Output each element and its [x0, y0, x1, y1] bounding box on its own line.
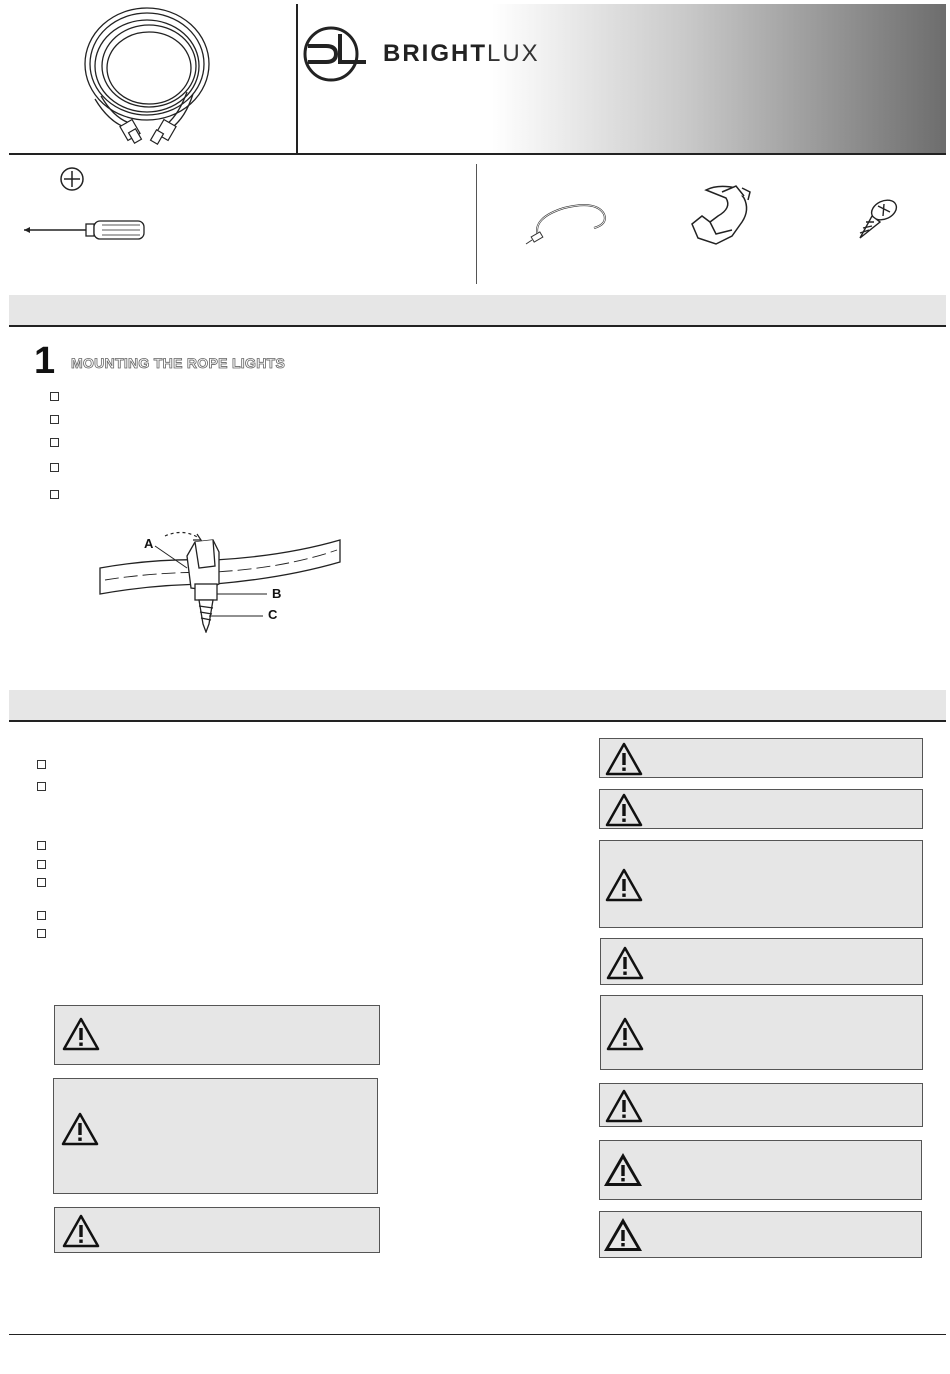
safety-bullet [37, 929, 46, 938]
warning-box [600, 938, 923, 985]
brand-name [383, 40, 540, 68]
warning-triangle-icon [61, 1016, 101, 1052]
tools-divider [476, 164, 477, 284]
warning-triangle-icon [605, 945, 645, 981]
mounting-diagram [95, 528, 350, 633]
brand-name-bold: BRIGHT [383, 40, 487, 67]
step-title: MOUNTING THE ROPE LIGHTS [71, 355, 286, 371]
warning-box [599, 1083, 923, 1127]
warning-box [599, 738, 923, 778]
safety-bullet [37, 782, 46, 791]
bl-monogram-icon [302, 24, 372, 84]
step-number: 1 [34, 340, 56, 382]
warning-box [599, 1140, 922, 1200]
warning-triangle-icon [604, 867, 644, 903]
warning-triangle-icon [604, 1088, 644, 1124]
safety-bullet [37, 878, 46, 887]
rope-light-coil-icon [75, 4, 225, 152]
diagram-label-c: C [268, 607, 278, 622]
warning-triangle-icon [61, 1213, 101, 1249]
screw-icon [850, 196, 902, 242]
section-band-safety [9, 690, 946, 722]
warning-box [53, 1078, 378, 1194]
mounting-clip-icon [688, 180, 760, 252]
step-bullet [50, 438, 59, 447]
safety-bullet [37, 860, 46, 869]
power-cord-icon [524, 198, 610, 248]
safety-bullet [37, 760, 46, 769]
warning-triangle-filled-icon [602, 1216, 644, 1254]
warning-box [54, 1207, 380, 1253]
safety-bullet [37, 911, 46, 920]
warning-triangle-icon [60, 1111, 100, 1147]
phillips-head-symbol-icon [58, 165, 88, 195]
warning-triangle-icon [605, 1016, 645, 1052]
warning-triangle-icon [604, 741, 644, 777]
step-bullet [50, 490, 59, 499]
warning-box [599, 1211, 922, 1258]
phillips-screwdriver-icon [22, 216, 148, 242]
brand-name-light: LUX [487, 40, 540, 67]
diagram-label-b: B [272, 586, 282, 601]
safety-bullet [37, 841, 46, 850]
section-band-installation [9, 295, 946, 327]
warning-box [599, 840, 923, 928]
step-bullet [50, 392, 59, 401]
step-bullet [50, 415, 59, 424]
header-rule [9, 153, 946, 155]
warning-box [54, 1005, 380, 1065]
footer-rule [9, 1334, 946, 1335]
warning-triangle-filled-icon [602, 1151, 644, 1189]
header-divider [296, 4, 298, 154]
warning-box [600, 995, 923, 1070]
header-banner [297, 4, 946, 153]
diagram-label-a: A [144, 536, 154, 551]
warning-triangle-icon [604, 792, 644, 828]
step-bullet [50, 463, 59, 472]
warning-box [599, 789, 923, 829]
